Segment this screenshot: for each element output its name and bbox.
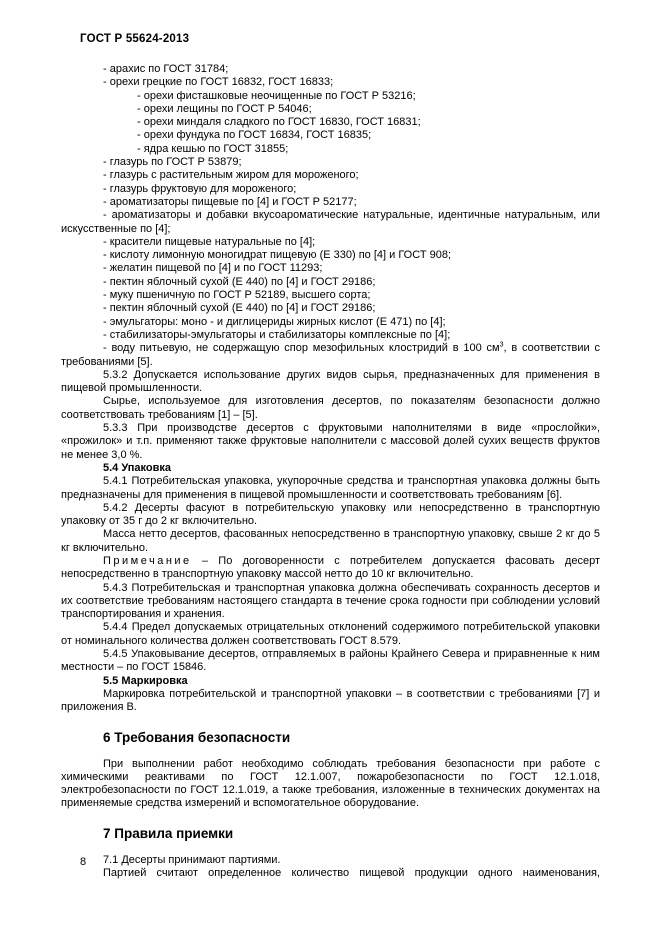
list-item: - орехи грецкие по ГОСТ 16832, ГОСТ 16833;	[103, 76, 334, 89]
paragraph: 5.4.4 Предел допускаемых отрицательных отклонений содержимого потребительской упаковки от номинального количества должен соответствовать ГОСТ 8.579.	[61, 621, 600, 647]
list-item: - орехи фисташковые неочищенные по ГОСТ Р 53216;	[137, 89, 416, 102]
subsection-heading: 5.4 Упаковка	[103, 461, 171, 474]
text-run: - воду питьевую, не содержащую спор мезофильных клостридий в 100 см	[103, 342, 500, 355]
list-item: - желатин пищевой по [4] и по ГОСТ 11293;	[103, 262, 323, 275]
text-run: Примечание	[103, 554, 192, 567]
note-paragraph	[61, 555, 600, 582]
paragraph: 7.1 Десерты принимают партиями.	[103, 853, 281, 866]
list-item: - эмульгаторы: моно - и диглицериды жирных кислот (Е 471) по [4];	[103, 315, 446, 328]
paragraph: Масса нетто десертов, фасованных непосредственно в транспортную упаковку, свыше 2 кг до 5 кг включительно.	[61, 528, 600, 554]
list-item	[61, 342, 600, 369]
paragraph: Маркировка потребительской и транспортной упаковки – в соответствии с требованиями [7] и приложения В.	[61, 687, 600, 714]
paragraph: При выполнении работ необходимо соблюдать требования безопасности при работе с химическими реактивами по ГОСТ 12.1.007, пожаробезопасности по ГОСТ 12.1.018, электробезопасности по ГОСТ 12.1.019, а также требования, изложенные в технических документах на применяемые средства измерений и вспомогательное оборудование.	[61, 757, 600, 810]
list-item: - ядра кешью по ГОСТ 31855;	[137, 142, 289, 155]
superscript-text: 3	[499, 341, 504, 349]
list-item: - пектин яблочный сухой (Е 440) по [4] и ГОСТ 29186;	[103, 302, 376, 315]
list-item: - глазурь с растительным жиром для мороженого;	[103, 169, 359, 182]
list-item: - стабилизаторы-эмульгаторы и стабилизаторы комплексные по [4];	[103, 328, 451, 341]
subsection-heading: 5.5 Маркировка	[103, 674, 188, 687]
list-item: - глазурь по ГОСТ Р 53879;	[103, 156, 242, 169]
list-item: - глазурь фруктовую для мороженого;	[103, 182, 297, 195]
list-item: - красители пищевые натуральные по [4];	[103, 235, 316, 248]
text-run: – По договоренности с потребителем допускается фасовать десерт непосредственно в транспортную упаковку массой нетто до 10 кг включительно.	[61, 554, 600, 581]
page-number: 8	[80, 856, 87, 868]
list-item: - пектин яблочный сухой (Е 440) по [4] и ГОСТ 29186;	[103, 275, 376, 288]
list-item: - арахис по ГОСТ 31784;	[103, 63, 229, 75]
paragraph: 5.3.2 Допускается использование других видов сырья, предназначенных для применения в пищевой промышленности.	[61, 368, 600, 395]
section-heading: 7 Правила приемки	[103, 825, 234, 841]
document-body	[61, 63, 600, 880]
paragraph: Сырье, используемое для изготовления десертов, по показателям безопасности должно соответствовать требованиям [1] – [5].	[61, 395, 600, 421]
paragraph: 5.4.1 Потребительская упаковка, укупорочные средства и транспортная упаковка должны быть предназначены для применения в пищевой промышленности и соответствовать требованиям [6].	[61, 475, 600, 501]
list-item: - ароматизаторы пищевые по [4] и ГОСТ Р 52177;	[103, 195, 357, 208]
paragraph: 5.4.5 Упаковывание десертов, отправляемых в районы Крайнего Севера и приравненные к ним местности – по ГОСТ 15846.	[61, 648, 600, 674]
list-item: - орехи миндаля сладкого по ГОСТ 16830, ГОСТ 16831;	[137, 116, 421, 129]
paragraph: 5.3.3 При производстве десертов с фруктовыми наполнителями в виде «прослойки», «прожилок» и т.п. применяют также фруктовые наполнители с массовой долей сухих веществ фруктов не менее 3,0 %.	[61, 422, 600, 461]
section-heading: 6 Требования безопасности	[103, 729, 291, 745]
paragraph: Партией считают определенное количество пищевой продукции одного наименования,	[103, 867, 600, 880]
list-item: - кислоту лимонную моногидрат пищевую (Е 330) по [4] и ГОСТ 908;	[103, 249, 452, 262]
list-item: - ароматизаторы и добавки вкусоароматические натуральные, идентичные натуральным, или искусственные по [4];	[61, 209, 600, 235]
paragraph: 5.4.2 Десерты фасуют в потребительскую упаковку или непосредственно в транспортную упаковку от 35 г до 2 кг включительно.	[61, 501, 600, 528]
document-header: ГОСТ Р 55624-2013	[80, 33, 190, 45]
paragraph: 5.4.3 Потребительская и транспортная упаковка должна обеспечивать сохранность десертов и их соответствие требованиям настоящего стандарта в течение срока годности при соблюдении условий транспортирования и хранения.	[61, 581, 600, 621]
list-item: - орехи лещины по ГОСТ Р 54046;	[137, 102, 312, 115]
text-run: , в соответствии с требованиями [5].	[61, 342, 600, 368]
list-item: - муку пшеничную по ГОСТ Р 52189, высшего сорта;	[103, 289, 371, 302]
list-item: - орехи фундука по ГОСТ 16834, ГОСТ 16835;	[137, 129, 372, 142]
